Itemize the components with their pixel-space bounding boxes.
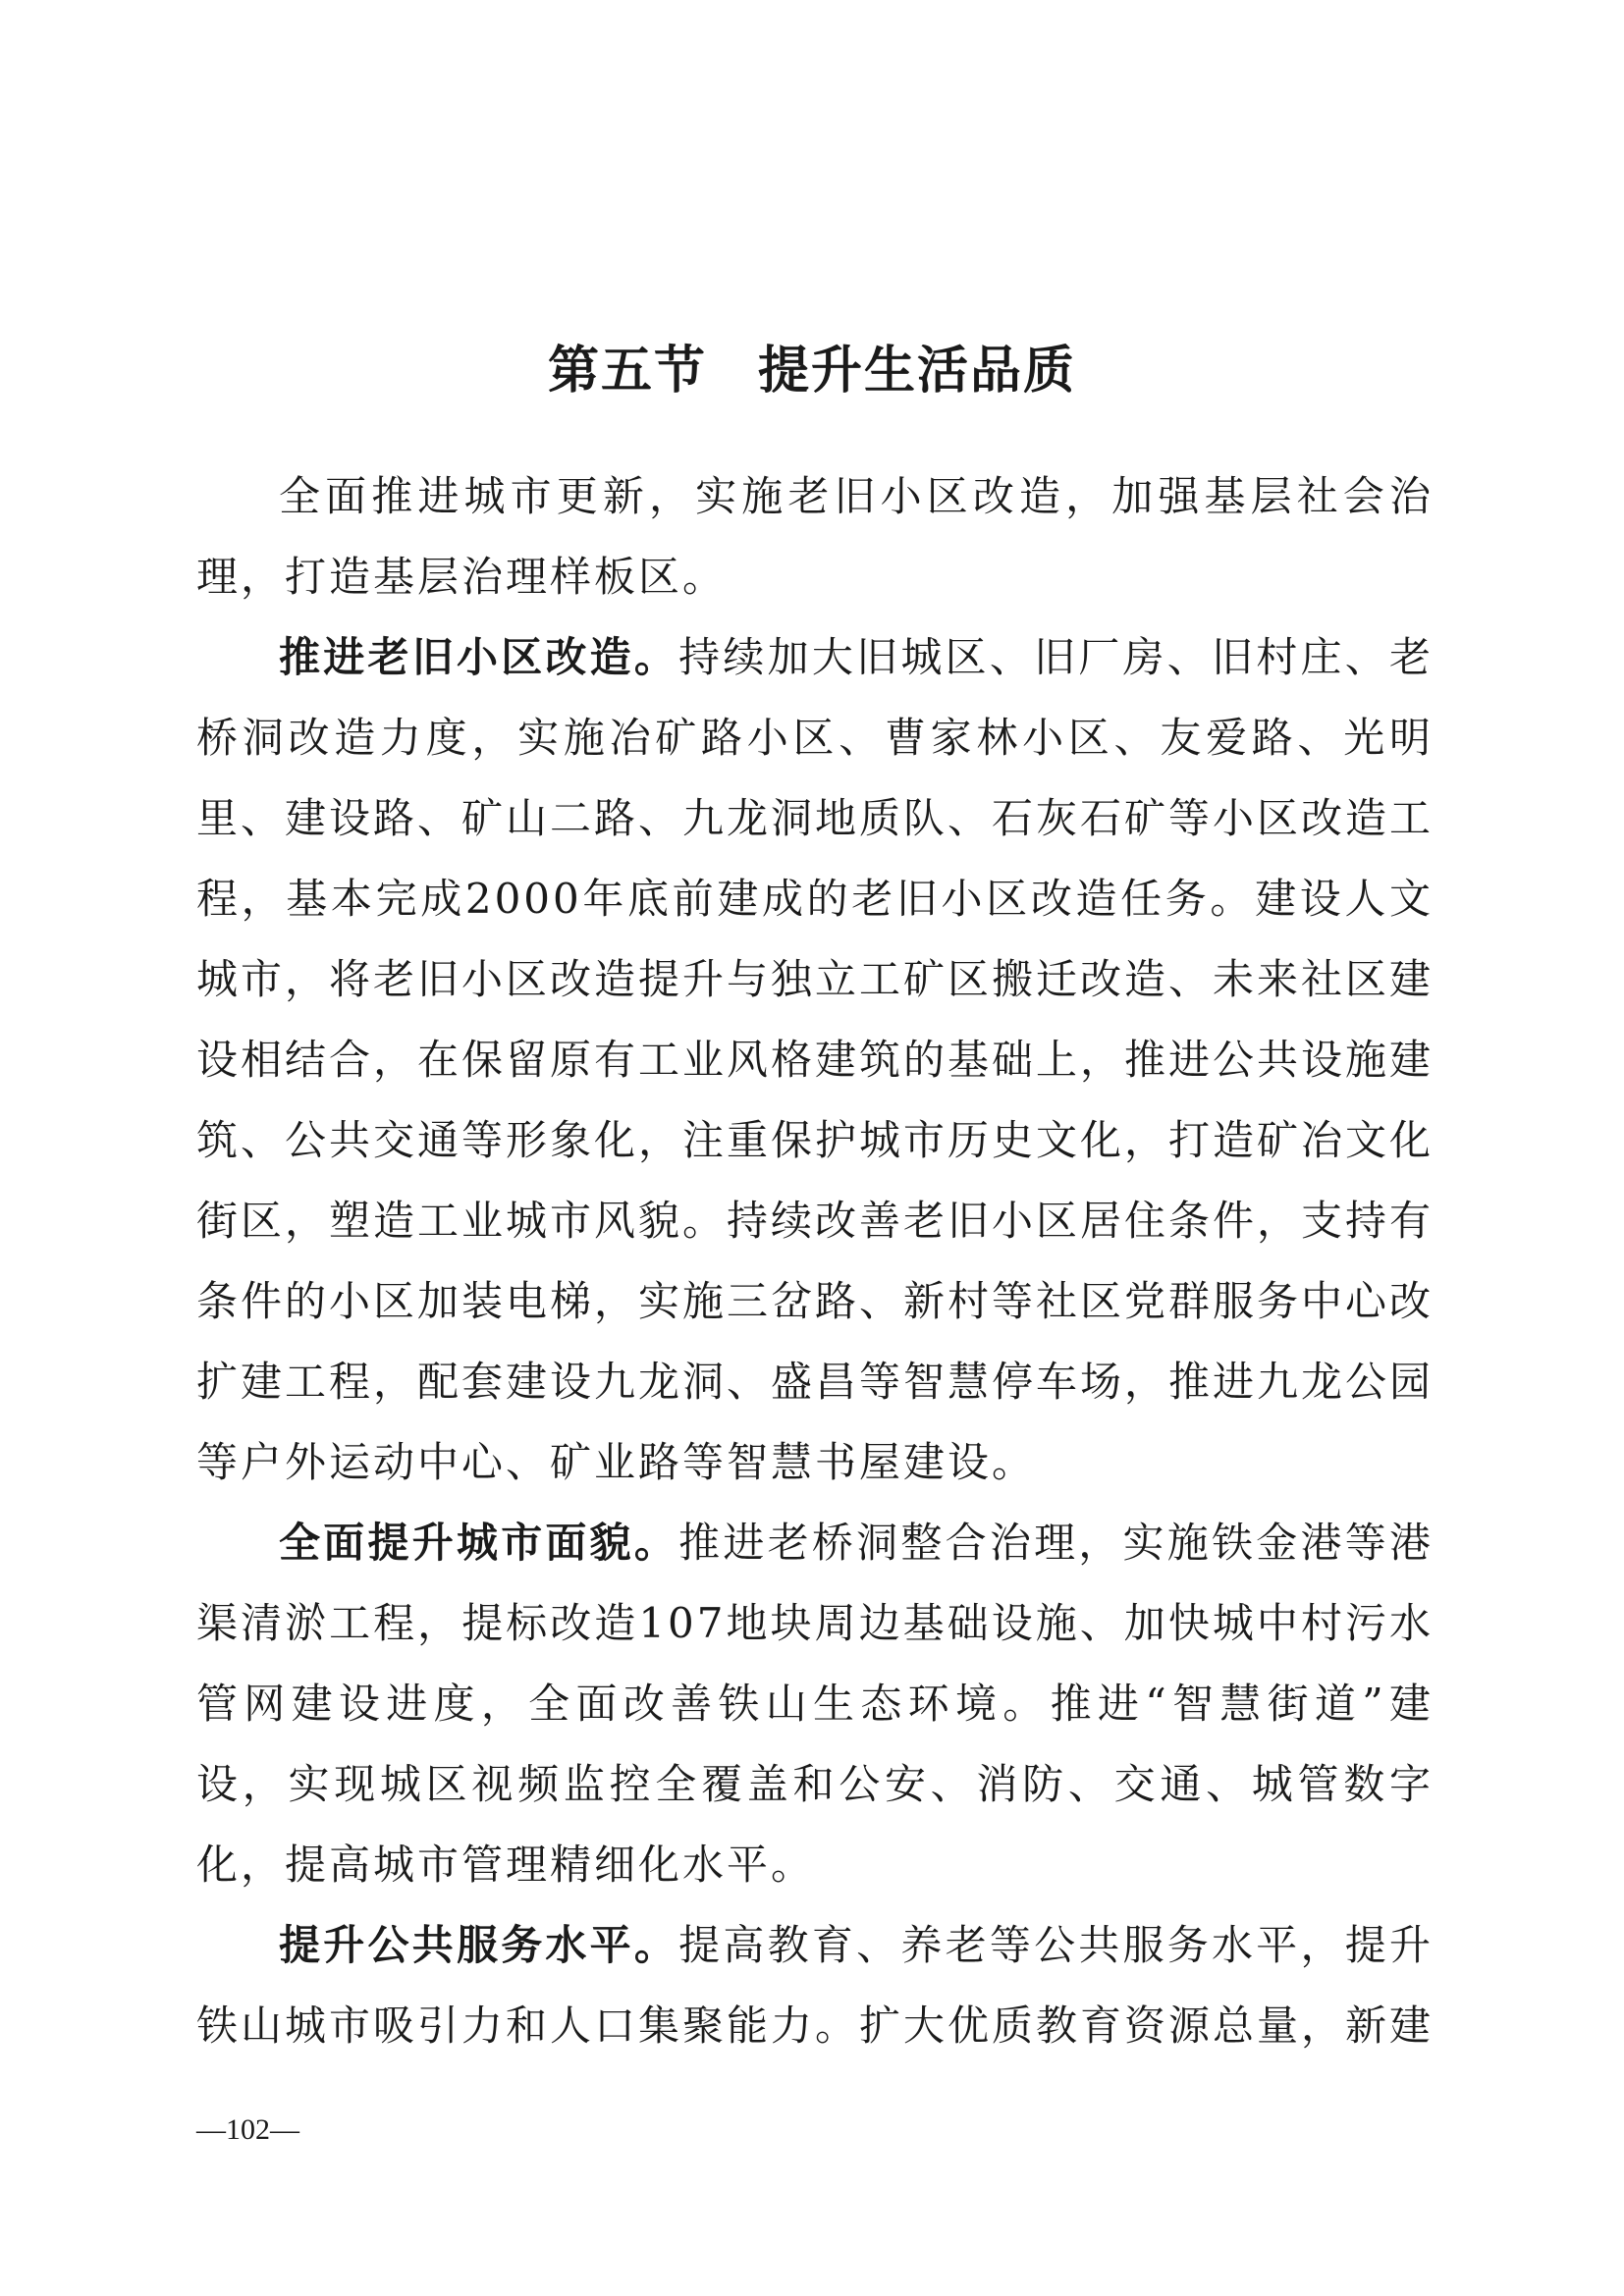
paragraph-city-appearance [196,1503,1434,1905]
page-number: —102— [196,2113,299,2146]
paragraph-text: 全面推进城市更新，实施老旧小区改造，加强基层社会治理，打造基层治理样板区。 [196,472,1434,601]
paragraph-public-services [196,1905,1434,2066]
section-title [0,337,1624,405]
paragraph-lead: 推进老旧小区改造。 [279,633,679,681]
paragraph-lead: 提升公共服务水平。 [279,1921,679,1969]
paragraph-text: 推进老桥洞整合治理，实施铁金港等港渠清淤工程，提标改造107地块周边基础设施、加快城中村污水管网建设进度，全面改善铁山生态环境。推进“智慧街道”建设，实现城区视频监控全覆盖和公安、消防、交通、城管数字化，提高城市管理精细化水平。 [196,1519,1434,1889]
paragraph-text: 提高教育、养老等公共服务水平，提升铁山城市吸引力和人口集聚能力。扩大优质教育资源总量，新建 [196,1921,1435,2050]
section-heading: 提升生活品质 [758,341,1077,401]
body-text [196,456,1434,2066]
paragraph-old-community-renovation [196,617,1434,1503]
section-number: 第五节 [547,341,707,401]
paragraph-lead: 全面提升城市面貌。 [279,1519,679,1567]
paragraph-text: 持续加大旧城区、旧厂房、旧村庄、老桥洞改造力度，实施冶矿路小区、曹家林小区、友爱路、光明里、建设路、矿山二路、九龙洞地质队、石灰石矿等小区改造工程，基本完成2000年底前建成的老旧小区改造任务。建设人文城市，将老旧小区改造提升与独立工矿区搬迁改造、未来社区建设相结合，在保留原有工业风格建筑的基础上，推进公共设施建筑、公共交通等形象化，注重保护城市历史文化，打造矿冶文化街区，塑造工业城市风貌。持续改善老旧小区居住条件，支持有条件的小区加装电梯，实施三岔路、新村等社区党群服务中心改扩建工程，配套建设九龙洞、盛昌等智慧停车场，推进九龙公园等户外运动中心、矿业路等智慧书屋建设。 [196,633,1435,1486]
paragraph-intro [196,456,1434,617]
